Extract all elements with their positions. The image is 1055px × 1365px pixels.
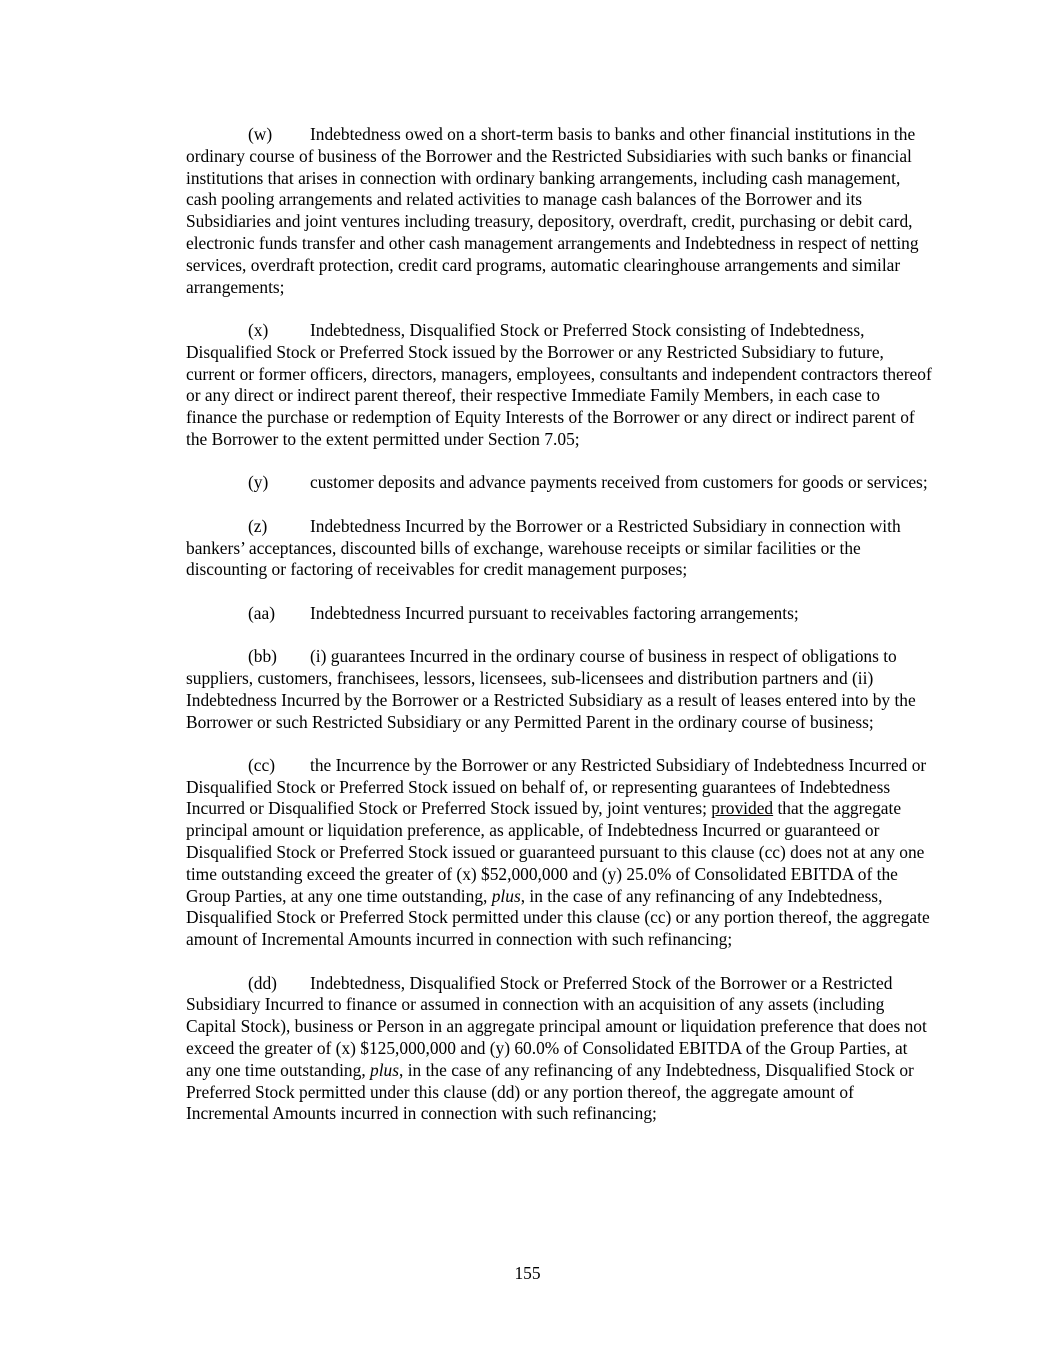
- clause-text: the Incurrence by the Borrower or any Restricted Subsidiary of Indebtedness Incurred or Disqualified Stock or Preferred Stock issued on behalf of, or representing guarantees of Indebtedness Incurred or Disqualified Stock or Preferred Stock issued by, joint ventures;: [186, 754, 927, 819]
- clause-label: (y): [248, 472, 269, 493]
- clause-label: (dd): [248, 972, 277, 993]
- clause-text: Indebtedness, Disqualified Stock or Preferred Stock consisting of Indebtedness, Disqualified Stock or Preferred Stock issued by the Borrower or any Restricted Subsidiary to future, current or former officers, directors, managers, employees, consultants and independent contractors thereof or any direct or indirect parent thereof, their respective Immediate Family Members, in each case to finance the purchase or redemption of Equity Interests of the Borrower or any direct or indirect parent of the Borrower to the extent permitted under Section 7.05;: [186, 319, 932, 449]
- clause-text: , in the case of any refinancing of any Indebtedness, Disqualified Stock or Preferred Stock permitted under this clause (cc) or any portion thereof, the aggregate amount of Incremental Amounts incurred in connection with such refinancing;: [186, 885, 930, 950]
- clause-dd: [186, 973, 932, 1126]
- clause-text: (i) guarantees Incurred in the ordinary course of business in respect of obligations to suppliers, customers, franchisees, lessors, licensees, sub-licensees and distribution partners and (ii) Indebtedness Incurred by the Borrower or a Restricted Subsidiary as a result of leases entered into by the Borrower or such Restricted Subsidiary or any Permitted Parent in the ordinary course of business;: [186, 646, 916, 732]
- plus-term: plus: [491, 885, 521, 906]
- clause-text: customer deposits and advance payments received from customers for goods or services;: [310, 472, 928, 493]
- clause-label: (bb): [248, 646, 277, 667]
- clause-y: [186, 472, 932, 494]
- clause-aa: [186, 603, 932, 625]
- clause-bb: [186, 646, 932, 733]
- clause-text: , in the case of any refinancing of any Indebtedness, Disqualified Stock or Preferred Stock permitted under this clause (dd) or any portion thereof, the aggregate amount of Incremental Amounts incurred in connection with such refinancing;: [186, 1059, 914, 1124]
- clause-label: (x): [248, 319, 269, 340]
- provided-term: provided: [711, 798, 774, 819]
- clause-label: (cc): [248, 754, 276, 775]
- clause-label: (z): [248, 515, 268, 536]
- clause-text: that the aggregate principal amount or liquidation preference, as applicable, of Indebtedness Incurred or guaranteed or Disqualified Stock or Preferred Stock issued or guaranteed pursuant to this clause (cc) does not at any one time outstanding exceed the greater of (x) $52,000,000 and (y) 25.0% of Consolidated EBITDA of the Group Parties, at any one time outstanding,: [186, 798, 925, 906]
- clause-label: (w): [248, 124, 273, 144]
- page-number: 155: [514, 1263, 541, 1283]
- clause-label: (aa): [248, 602, 276, 623]
- clause-cc: [186, 755, 932, 951]
- clause-x: [186, 320, 932, 451]
- clause-text: Indebtedness Incurred by the Borrower or a Restricted Subsidiary in connection with bankers’ acceptances, discounted bills of exchange, warehouse receipts or similar facilities or the discounting or factoring of receivables for credit management purposes;: [186, 515, 901, 580]
- plus-term: plus: [370, 1059, 400, 1080]
- document-body: [186, 124, 932, 1147]
- clause-text: Indebtedness owed on a short-term basis to banks and other financial institutions in the ordinary course of business of the Borrower and the Restricted Subsidiaries with such banks or financial institutions that arises in connection with ordinary banking arrangements, including cash management, cash pooling arrangements and related activities to manage cash balances of the Borrower and its Subsidiaries and joint ventures including treasury, depository, overdraft, credit, purchasing or debit card, electronic funds transfer and other cash management arrangements and Indebtedness in respect of netting services, overdraft protection, credit card programs, automatic clearinghouse arrangements and similar arrangements;: [186, 124, 919, 297]
- clause-w: [186, 124, 932, 298]
- clause-text: Indebtedness Incurred pursuant to receivables factoring arrangements;: [310, 602, 799, 623]
- clause-z: [186, 516, 932, 581]
- clause-text: Indebtedness, Disqualified Stock or Preferred Stock of the Borrower or a Restricted Subsidiary Incurred to finance or assumed in connection with an acquisition of any assets (including Capital Stock), business or Person in an aggregate principal amount or liquidation preference that does not exceed the greater of (x) $125,000,000 and (y) 60.0% of Consolidated EBITDA of the Group Parties, at any one time outstanding,: [186, 972, 927, 1080]
